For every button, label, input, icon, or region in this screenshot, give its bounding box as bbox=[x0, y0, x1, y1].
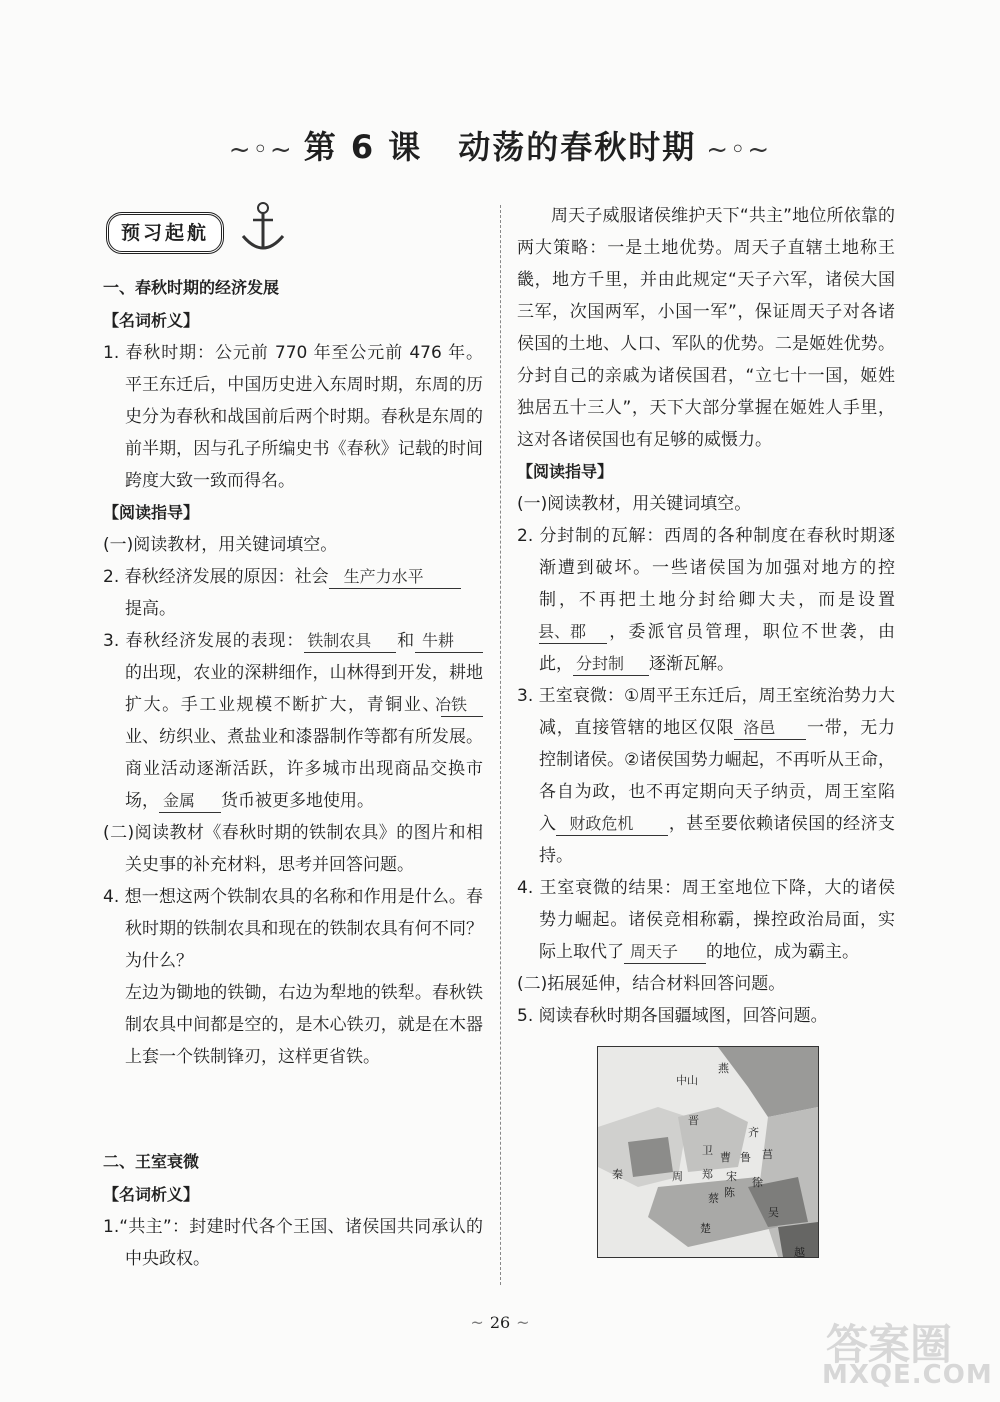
lesson-number: 第 6 课 bbox=[303, 128, 423, 166]
map-label: 吴 bbox=[768, 1206, 779, 1219]
question-4: 4. 想一想这两个铁制农具的名称和作用是什么。春秋时期的铁制农具和现在的铁制农具有何不同？为什么？ bbox=[103, 887, 483, 971]
term-tag: 【名词析义】 bbox=[103, 311, 200, 330]
watermark-url: MXQE.COM bbox=[822, 1360, 993, 1390]
map-label: 郑 bbox=[702, 1168, 713, 1181]
answer-blank: 生产力水平 bbox=[329, 566, 461, 589]
question-4-right: 4. 王室衰微的结果：周王室地位下降，大的诸侯势力崛起。诸侯竞相称霸，操控政治局面，实际上取代了 周天子 的地位，成为霸主。 bbox=[517, 878, 895, 962]
question-5: 5. 阅读春秋时期各国疆域图，回答问题。 bbox=[517, 1006, 828, 1026]
term-tag-2: 【名词析义】 bbox=[103, 1185, 200, 1204]
map-label: 中山 bbox=[676, 1074, 698, 1087]
reading-part-2: (二)阅读教材《春秋时期的铁制农具》的图片和相关史事的补充材料，思考并回答问题。 bbox=[103, 823, 483, 875]
question-4-answer: 左边为锄地的铁锄，右边为犁地的铁犁。春秋铁制农具中间都是空的，是木心铁刃，就是在木器上套一个铁制锋刃，这样更省铁。 bbox=[125, 983, 483, 1067]
answer-blank: 铁制农具 bbox=[304, 630, 396, 653]
map-label: 陈 bbox=[724, 1186, 735, 1199]
map-label: 燕 bbox=[718, 1062, 729, 1075]
term-1: 1. 春秋时期：公元前 770 年至公元前 476 年。平王东迁后，中国历史进入东周时期，东周的历史分为春秋和战国前后两个时期。春秋是东周的前半期，因与孔子所编史书《春秋》记载的时间跨度大致一致而得名。 bbox=[103, 343, 483, 491]
left-ornament: ~◦~ bbox=[228, 135, 294, 165]
reading-tag-right: 【阅读指导】 bbox=[517, 462, 614, 481]
map-label: 楚 bbox=[700, 1222, 711, 1235]
question-3-right: 3. 王室衰微：①周平王东迁后，周王室统治势力大减，直接管辖的地区仅限 洛邑 一带，无力控制诸侯。②诸侯国势力崛起，不再听从王命，各自为政，也不再定期向天子纳贡，周王室陷入 财政危机 ，甚至要依赖诸侯国的经济支持。 bbox=[517, 686, 896, 866]
map-label: 齐 bbox=[748, 1126, 759, 1139]
map-label: 莒 bbox=[762, 1148, 773, 1161]
map-label: 秦 bbox=[612, 1168, 623, 1181]
map-label: 鲁 bbox=[740, 1151, 751, 1164]
answer-blank: 金属 bbox=[159, 790, 221, 813]
lesson-name: 动荡的春秋时期 bbox=[458, 128, 697, 166]
page-number: ~ 26 ~ bbox=[460, 1313, 540, 1332]
column-divider bbox=[500, 205, 501, 1285]
map-label: 宋 bbox=[726, 1170, 737, 1183]
reading-part-1: (一)阅读教材，用关键词填空。 bbox=[103, 535, 338, 555]
section-heading-economy: 一、春秋时期的经济发展 bbox=[103, 278, 280, 297]
question-2: 2. 春秋经济发展的原因：社会 生产力水平 提高。 bbox=[103, 561, 483, 625]
right-ornament: ~◦~ bbox=[706, 135, 772, 165]
map-label: 卫 bbox=[702, 1144, 713, 1157]
continued-paragraph: 周天子威服诸侯维护天下“共主”地位所依靠的两大策略：一是土地优势。周天子直辖土地称王畿，地方千里，并由此规定“天子六军，诸侯大国三军，次国两军，小国一军”，保证周天子对各诸侯国的土地、人口、军队的优势。二是姬姓优势。分封自己的亲戚为诸侯国君，“立七十一国，姬姓独居五十三人”，天下大部分掌握在姬姓人手里，这对各诸侯国也有足够的威慑力。 bbox=[517, 206, 895, 450]
answer-blank: 冶铁 bbox=[441, 694, 483, 717]
reading-part-2-right: (二)拓展延伸，结合材料回答问题。 bbox=[517, 974, 786, 994]
question-2-right: 2. 分封制的瓦解：西周的各种制度在春秋时期逐渐遭到破坏。一些诸侯国为加强对地方的控制，不再把土地分封给卿大夫，而是设置县、郡 ，委派官员管理，职位不世袭，由此， 分封制 逐渐瓦解。 bbox=[517, 526, 895, 674]
preview-badge: 预习起航 bbox=[106, 212, 224, 254]
question-3: 3. 春秋经济发展的表现： 铁制农具 和 牛耕的出现，农业的深耕细作，山林得到开发，耕地扩大。手工业规模不断扩大，青铜业、冶铁业、纺织业、煮盐业和漆器制作等都有所发展。商业活动逐渐活跃，许多城市出现商品交换市场， 金属 货币被更多地使用。 bbox=[103, 631, 483, 811]
answer-blank: 财政危机 bbox=[556, 813, 668, 836]
answer-blank: 分封制 bbox=[573, 653, 649, 676]
section-heading-royal-decline: 二、王室衰微 bbox=[103, 1152, 200, 1171]
map-label: 徐 bbox=[752, 1176, 763, 1189]
answer-blank: 洛邑 bbox=[734, 717, 806, 740]
answer-blank: 周天子 bbox=[624, 941, 706, 964]
answer-blank: 县、郡 bbox=[539, 621, 607, 644]
term-gongzhu: 1.“共主”：封建时代各个王国、诸侯国共同承认的中央政权。 bbox=[103, 1217, 483, 1269]
left-column bbox=[103, 200, 483, 1275]
page-title bbox=[0, 122, 1000, 168]
map-label: 曹 bbox=[720, 1151, 731, 1164]
map-label: 越 bbox=[794, 1246, 805, 1258]
map-label: 周 bbox=[672, 1170, 683, 1183]
map-label: 蔡 bbox=[708, 1192, 719, 1205]
reading-tag: 【阅读指导】 bbox=[103, 503, 200, 522]
reading-part-1-right: (一)阅读教材，用关键词填空。 bbox=[517, 494, 752, 514]
anchor-icon bbox=[233, 200, 293, 267]
watermark-logo: 答案圈 bbox=[826, 1320, 953, 1369]
map-label: 晋 bbox=[688, 1114, 699, 1127]
answer-blank: 牛耕 bbox=[415, 630, 483, 653]
right-column bbox=[517, 200, 895, 1258]
spring-autumn-map bbox=[597, 1046, 819, 1258]
